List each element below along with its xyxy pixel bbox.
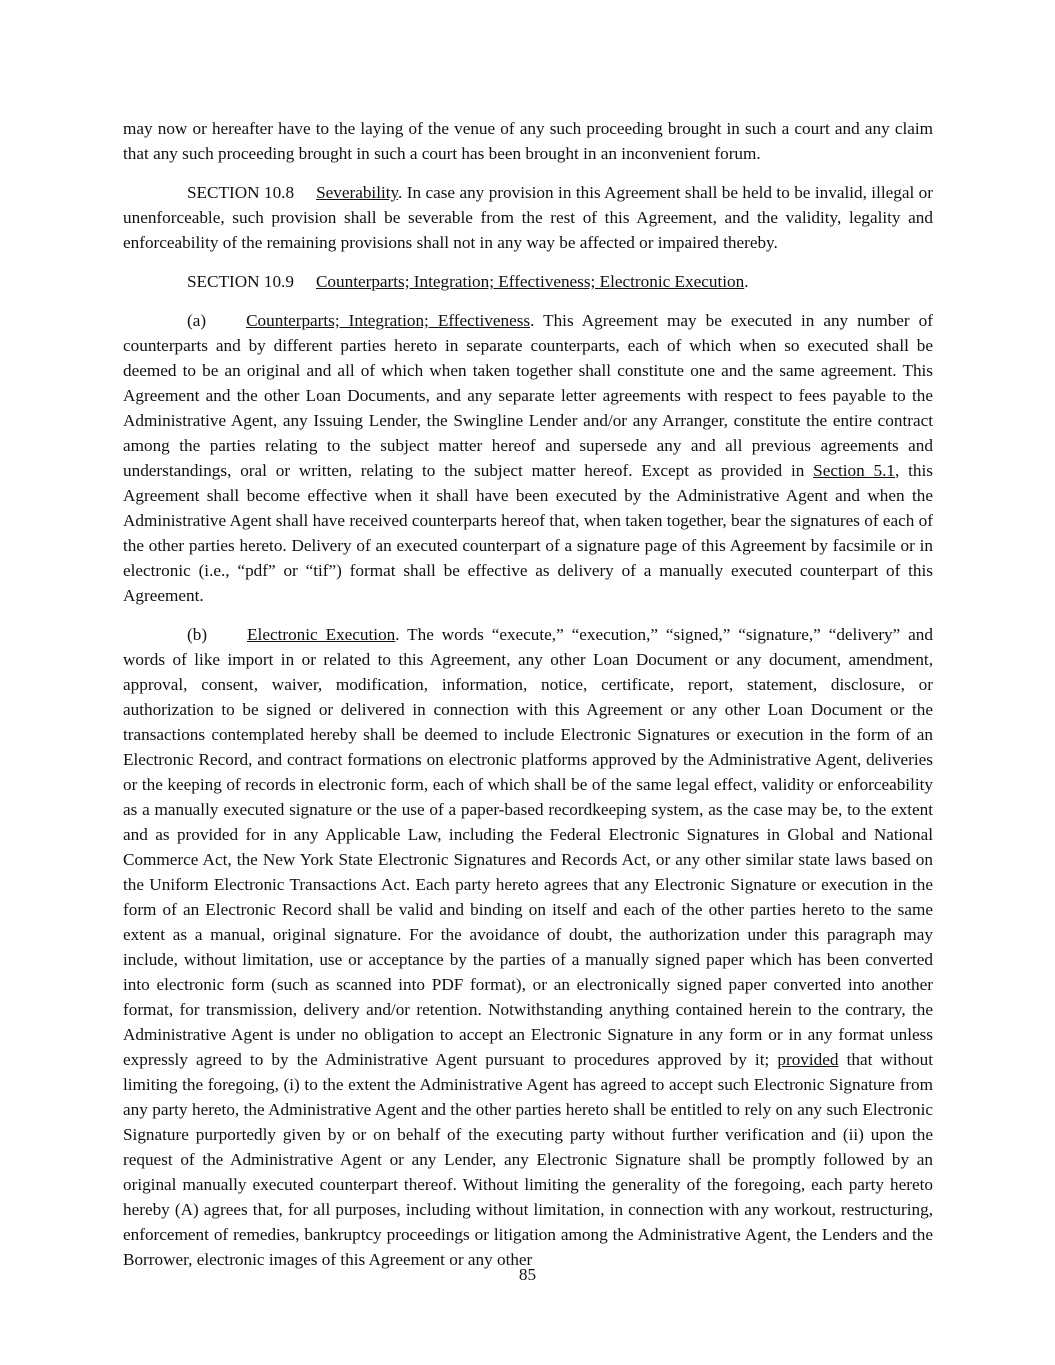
underlined-text: Counterparts; Integration; Effectiveness; Electronic Execution [315,272,745,291]
text-run: . The words “execute,” “execution,” “signed,” “signature,” “delivery” and words of like import in or related to this Agreement, any other Loan Document or any document, amendment, approval, consent, waiver, modification, information, notice, certificate, report, statement, disclosure, or authorization to be signed or delivered in connection with this Agreement or any other Loan Document or the transactions contemplated hereby shall be deemed to include Electronic Signatures or execution in the form of an Electronic Record, and contract formations on electronic platforms approved by the Administrative Agent, deliveries or the keeping of records in electronic form, each of which shall be of the same legal effect, validity or enforceability as a manually executed signature or the use of a paper-based recordkeeping system, as the case may be, to the extent and as provided for in any Applicable Law, including the Federal Electronic Signatures in Global and National Commerce Act, the New York State Electronic Signatures and Records Act, or any other similar state laws based on the Uniform Electronic Transactions Act. Each party hereto agrees that any Electronic Signature or execution in the form of an Electronic Record shall be valid and binding on itself and each of the other parties hereto to the same extent as a manual, original signature. For the avoidance of doubt, the authorization under this paragraph may include, without limitation, use or acceptance by the parties of a manually signed paper which has been converted into electronic form (such as scanned into PDF format), or an electronically signed paper converted into another format, for transmission, delivery and/or retention. Notwithstanding anything contained herein to the contrary, the Administrative Agent is under no obligation to accept an Electronic Signature in any form or in any format unless expressly agreed to by the Administrative Agent pursuant to procedures approved by it; [123,625,933,1069]
underlined-text: Section 5.1 [813,461,896,480]
document-body [123,116,933,1286]
tab-spacer [294,197,316,198]
text-run: , this Agreement shall become effective when it shall have been executed by the Administrative Agent and when the Administrative Agent shall have received counterparts hereof that, when taken together, bear the signatures of each of the other parties hereto. Delivery of an executed counterpart of a signature page of this Agreement by facsimile or in electronic (i.e., “pdf” or “tif”) format shall be effective as delivery of a manually executed counterpart of this Agreement. [123,461,933,605]
underlined-text: provided [777,1050,839,1069]
paragraph-section-10-8-severability [123,180,933,255]
underlined-text: Severability [316,183,399,202]
text-run: . This Agreement may be executed in any number of counterparts and by different parties hereto in separate counterparts, each of which when so executed shall be deemed to be an original and all of which when taken together shall constitute one and the same agreement. This Agreement and the other Loan Documents, and any separate letter agreements with respect to fees payable to the Administrative Agent, any Issuing Lender, the Swingline Lender and/or any Arranger, constitute the entire contract among the parties relating to the subject matter hereof and supersede any and all previous agreements and understandings, oral or written, relating to the subject matter hereof. Except as provided in [123,311,933,480]
paragraph-section-10-9-heading [123,269,933,294]
text-run: SECTION 10.8 [187,183,295,202]
paragraph-venue-forum-continuation [123,116,933,166]
text-run: SECTION 10.9 [187,272,294,291]
paragraph-subsection-a-counterparts-integration-effectiveness [123,308,933,608]
tab-spacer [207,639,247,640]
text-run: . In case any provision in this Agreement shall be held to be invalid, illegal or unenforceable, such provision shall be severable from the rest of this Agreement, and the validity, legality and enforceability of the remaining provisions shall not in any way be affected or impaired thereby. [123,183,933,252]
text-run: (b) [187,625,208,644]
underlined-text: Electronic Execution [247,625,396,644]
text-run: . [744,272,749,291]
text-run: that without limiting the foregoing, (i) to the extent the Administrative Agent has agreed to accept such Electronic Signature from any party hereto, the Administrative Agent and the other parties hereto shall be entitled to rely on any such Electronic Signature purportedly given by or on behalf of the executing party without further verification and (ii) upon the request of the Administrative Agent or any Lender, any Electronic Signature shall be promptly followed by an original manually executed counterpart thereof. Without limiting the generality of the foregoing, each party hereto hereby (A) agrees that, for all purposes, including without limitation, in connection with any workout, restructuring, enforcement of remedies, bankruptcy proceedings or litigation among the Administrative Agent, the Lenders and the Borrower, electronic images of this Agreement or any other [123,1050,934,1269]
paragraph-subsection-b-electronic-execution [123,622,933,1272]
text-run: (a) [187,311,207,330]
underlined-text: Counterparts; Integration; Effectiveness [246,311,531,330]
tab-spacer [294,286,316,287]
tab-spacer [206,325,246,326]
page-number: 85 [518,1265,537,1284]
text-run: may now or hereafter have to the laying of the venue of any such proceeding brought in such a court and any claim that any such proceeding brought in such a court has been brought in an inconvenient forum. [123,119,933,163]
